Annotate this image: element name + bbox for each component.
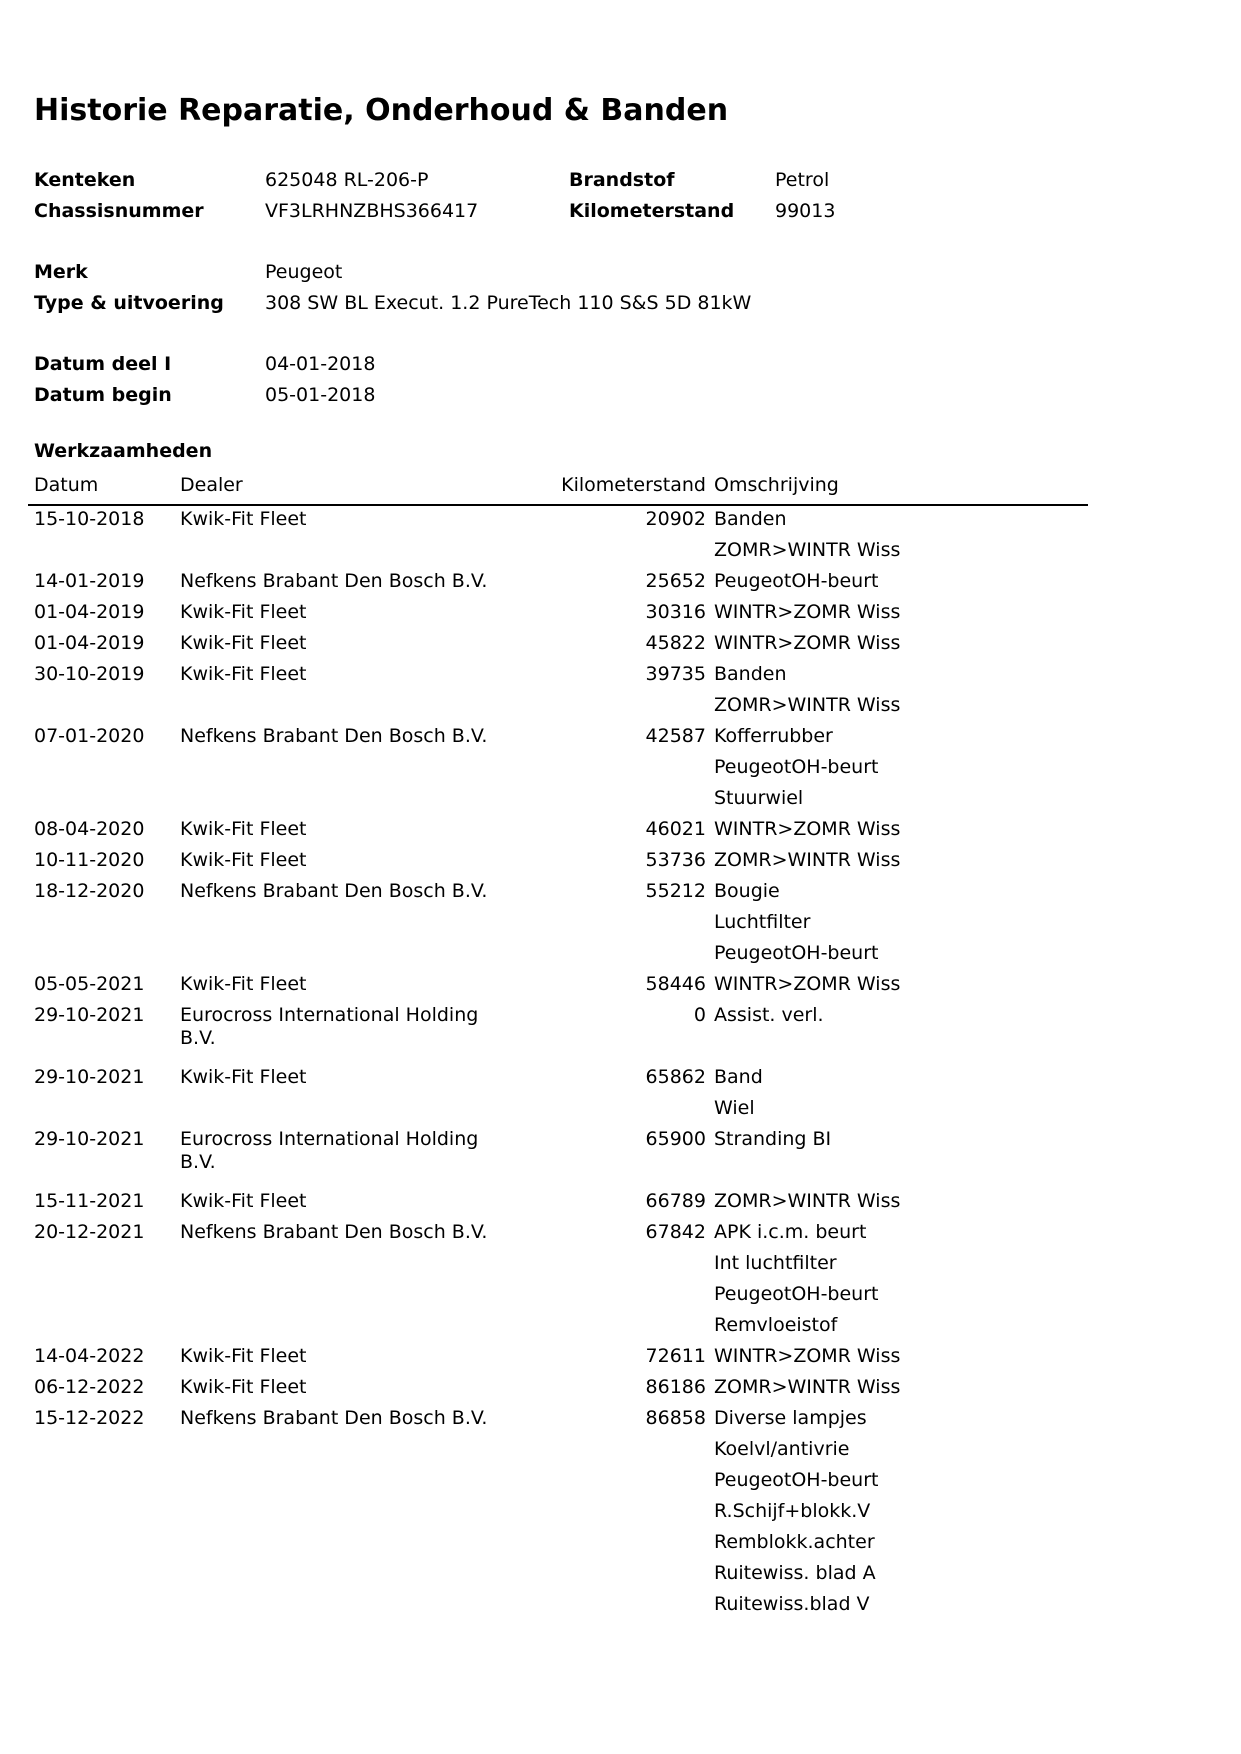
merk-value: Peugeot	[265, 261, 343, 283]
table-row	[28, 508, 1088, 570]
row-datum: 29-10-2021	[34, 1128, 145, 1150]
omschrijving-item: ZOMR>WINTR Wiss	[714, 1376, 901, 1398]
kenteken-value: 625048 RL-206-P	[265, 169, 429, 191]
row-kilometerstand: 67842	[645, 1221, 706, 1243]
brandstof-value: Petrol	[775, 169, 830, 191]
omschrijving-item: R.Schijf+blokk.V	[714, 1500, 871, 1522]
column-header-omschrijving: Omschrijving	[714, 474, 839, 496]
row-dealer: Nefkens Brabant Den Bosch B.V.	[180, 725, 488, 747]
brandstof-label: Brandstof	[569, 169, 675, 191]
row-kilometerstand: 45822	[645, 632, 706, 654]
omschrijving-item: ZOMR>WINTR Wiss	[714, 1190, 901, 1212]
row-kilometerstand: 20902	[645, 508, 706, 530]
row-omschrijving	[714, 632, 900, 663]
table-row	[28, 1066, 1088, 1128]
row-datum: 14-01-2019	[34, 570, 145, 592]
chassisnummer-label: Chassisnummer	[34, 200, 204, 222]
omschrijving-item: Kofferrubber	[714, 725, 833, 747]
row-datum: 29-10-2021	[34, 1066, 145, 1088]
row-omschrijving	[714, 818, 900, 849]
omschrijving-item: PeugeotOH-beurt	[714, 1469, 879, 1491]
omschrijving-item: Ruitewiss. blad A	[714, 1562, 876, 1584]
omschrijving-item: PeugeotOH-beurt	[714, 756, 879, 778]
datum-begin-value: 05-01-2018	[265, 384, 376, 406]
table-row	[28, 1128, 1088, 1190]
omschrijving-item: APK i.c.m. beurt	[714, 1221, 867, 1243]
row-datum: 01-04-2019	[34, 601, 145, 623]
type-uitvoering-label: Type & uitvoering	[34, 292, 224, 314]
row-dealer: Kwik-Fit Fleet	[180, 1190, 307, 1212]
omschrijving-item: PeugeotOH-beurt	[714, 570, 879, 592]
datum-begin-label: Datum begin	[34, 384, 172, 406]
row-kilometerstand: 66789	[645, 1190, 706, 1212]
omschrijving-item: Koelvl/antivrie	[714, 1438, 850, 1460]
row-dealer: Kwik-Fit Fleet	[180, 1345, 307, 1367]
table-row	[28, 1004, 1088, 1066]
table-row	[28, 1190, 1088, 1221]
table-row	[28, 570, 1088, 601]
omschrijving-item: Stuurwiel	[714, 787, 804, 809]
row-omschrijving	[714, 1004, 824, 1035]
row-kilometerstand: 65862	[645, 1066, 706, 1088]
row-kilometerstand: 39735	[645, 663, 706, 685]
row-datum: 01-04-2019	[34, 632, 145, 654]
page-title: Historie Reparatie, Onderhoud & Banden	[34, 93, 729, 128]
row-datum: 29-10-2021	[34, 1004, 145, 1026]
row-dealer: Kwik-Fit Fleet	[180, 973, 307, 995]
type-uitvoering-value: 308 SW BL Execut. 1.2 PureTech 110 S&S 5D 81kW	[265, 292, 752, 314]
row-kilometerstand: 65900	[645, 1128, 706, 1150]
table-row	[28, 1407, 1088, 1624]
omschrijving-item: ZOMR>WINTR Wiss	[714, 849, 901, 871]
table-body	[28, 506, 1088, 1624]
row-omschrijving	[714, 570, 879, 601]
row-kilometerstand: 55212	[645, 880, 706, 902]
omschrijving-item: WINTR>ZOMR Wiss	[714, 632, 901, 654]
omschrijving-item: Band	[714, 1066, 763, 1088]
kilometerstand-label: Kilometerstand	[569, 200, 735, 222]
row-dealer: Kwik-Fit Fleet	[180, 663, 307, 685]
omschrijving-item: Stranding BI	[714, 1128, 832, 1150]
row-dealer: Nefkens Brabant Den Bosch B.V.	[180, 1221, 488, 1243]
column-header-dealer: Dealer	[180, 474, 243, 496]
row-omschrijving	[714, 725, 879, 818]
omschrijving-item: Wiel	[714, 1097, 755, 1119]
row-datum: 30-10-2019	[34, 663, 145, 685]
row-omschrijving	[714, 1345, 900, 1376]
row-datum: 06-12-2022	[34, 1376, 145, 1398]
row-dealer: Kwik-Fit Fleet	[180, 1066, 307, 1088]
table-row	[28, 1221, 1088, 1345]
row-dealer: Kwik-Fit Fleet	[180, 849, 307, 871]
row-datum: 18-12-2020	[34, 880, 145, 902]
row-kilometerstand: 42587	[645, 725, 706, 747]
row-kilometerstand: 86186	[645, 1376, 706, 1398]
row-kilometerstand: 86858	[645, 1407, 706, 1429]
row-omschrijving	[714, 1221, 879, 1345]
row-kilometerstand: 25652	[645, 570, 706, 592]
omschrijving-item: PeugeotOH-beurt	[714, 942, 879, 964]
omschrijving-item: WINTR>ZOMR Wiss	[714, 601, 901, 623]
row-dealer: Kwik-Fit Fleet	[180, 818, 307, 840]
row-dealer: Kwik-Fit Fleet	[180, 1376, 307, 1398]
omschrijving-item: Luchtfilter	[714, 911, 811, 933]
row-datum: 10-11-2020	[34, 849, 145, 871]
row-kilometerstand: 53736	[645, 849, 706, 871]
table-row	[28, 601, 1088, 632]
datum-deel-value: 04-01-2018	[265, 353, 376, 375]
row-omschrijving	[714, 880, 879, 973]
omschrijving-item: Diverse lampjes	[714, 1407, 867, 1429]
werkzaamheden-table	[28, 474, 1088, 1624]
row-omschrijving	[714, 663, 900, 725]
omschrijving-item: Remblokk.achter	[714, 1531, 875, 1553]
row-datum: 15-10-2018	[34, 508, 145, 530]
werkzaamheden-heading: Werkzaamheden	[34, 440, 213, 462]
kilometerstand-value: 99013	[775, 200, 836, 222]
row-kilometerstand: 46021	[645, 818, 706, 840]
row-omschrijving	[714, 1407, 879, 1624]
column-header-kilometerstand: Kilometerstand	[561, 474, 706, 496]
table-row	[28, 663, 1088, 725]
table-row	[28, 880, 1088, 973]
row-datum: 15-11-2021	[34, 1190, 145, 1212]
column-header-datum: Datum	[34, 474, 99, 496]
row-omschrijving	[714, 1066, 763, 1128]
table-row	[28, 1376, 1088, 1407]
row-datum: 15-12-2022	[34, 1407, 145, 1429]
row-datum: 05-05-2021	[34, 973, 145, 995]
omschrijving-item: Int luchtfilter	[714, 1252, 837, 1274]
omschrijving-item: Banden	[714, 508, 787, 530]
datum-deel-label: Datum deel I	[34, 353, 172, 375]
omschrijving-item: ZOMR>WINTR Wiss	[714, 539, 901, 561]
row-datum: 14-04-2022	[34, 1345, 145, 1367]
table-row	[28, 818, 1088, 849]
row-omschrijving	[714, 601, 900, 632]
row-datum: 07-01-2020	[34, 725, 145, 747]
row-datum: 20-12-2021	[34, 1221, 145, 1243]
omschrijving-item: Ruitewiss.blad V	[714, 1593, 870, 1615]
row-omschrijving	[714, 508, 900, 570]
row-omschrijving	[714, 1376, 900, 1407]
table-row	[28, 1345, 1088, 1376]
row-dealer: Kwik-Fit Fleet	[180, 508, 307, 530]
row-dealer: Kwik-Fit Fleet	[180, 601, 307, 623]
kenteken-label: Kenteken	[34, 169, 136, 191]
omschrijving-item: Banden	[714, 663, 787, 685]
row-omschrijving	[714, 849, 900, 880]
omschrijving-item: PeugeotOH-beurt	[714, 1283, 879, 1305]
row-omschrijving	[714, 973, 900, 1004]
table-header	[28, 474, 1088, 506]
table-row	[28, 725, 1088, 818]
row-kilometerstand: 72611	[645, 1345, 706, 1367]
row-kilometerstand: 0	[693, 1004, 706, 1026]
table-row	[28, 632, 1088, 663]
row-kilometerstand: 58446	[645, 973, 706, 995]
row-dealer: Kwik-Fit Fleet	[180, 632, 307, 654]
row-datum: 08-04-2020	[34, 818, 145, 840]
row-dealer: Eurocross International Holding B.V.	[180, 1128, 479, 1173]
omschrijving-item: WINTR>ZOMR Wiss	[714, 1345, 901, 1367]
omschrijving-item: Assist. verl.	[714, 1004, 824, 1026]
row-dealer: Eurocross International Holding B.V.	[180, 1004, 479, 1049]
chassisnummer-value: VF3LRHNZBHS366417	[265, 200, 479, 222]
omschrijving-item: ZOMR>WINTR Wiss	[714, 694, 901, 716]
omschrijving-item: WINTR>ZOMR Wiss	[714, 973, 901, 995]
merk-label: Merk	[34, 261, 88, 283]
table-row	[28, 849, 1088, 880]
omschrijving-item: WINTR>ZOMR Wiss	[714, 818, 901, 840]
row-dealer: Nefkens Brabant Den Bosch B.V.	[180, 570, 488, 592]
omschrijving-item: Bougie	[714, 880, 780, 902]
row-dealer: Nefkens Brabant Den Bosch B.V.	[180, 1407, 488, 1429]
row-omschrijving	[714, 1128, 831, 1159]
row-omschrijving	[714, 1190, 900, 1221]
omschrijving-item: Remvloeistof	[714, 1314, 838, 1336]
row-kilometerstand: 30316	[645, 601, 706, 623]
table-row	[28, 973, 1088, 1004]
row-dealer: Nefkens Brabant Den Bosch B.V.	[180, 880, 488, 902]
